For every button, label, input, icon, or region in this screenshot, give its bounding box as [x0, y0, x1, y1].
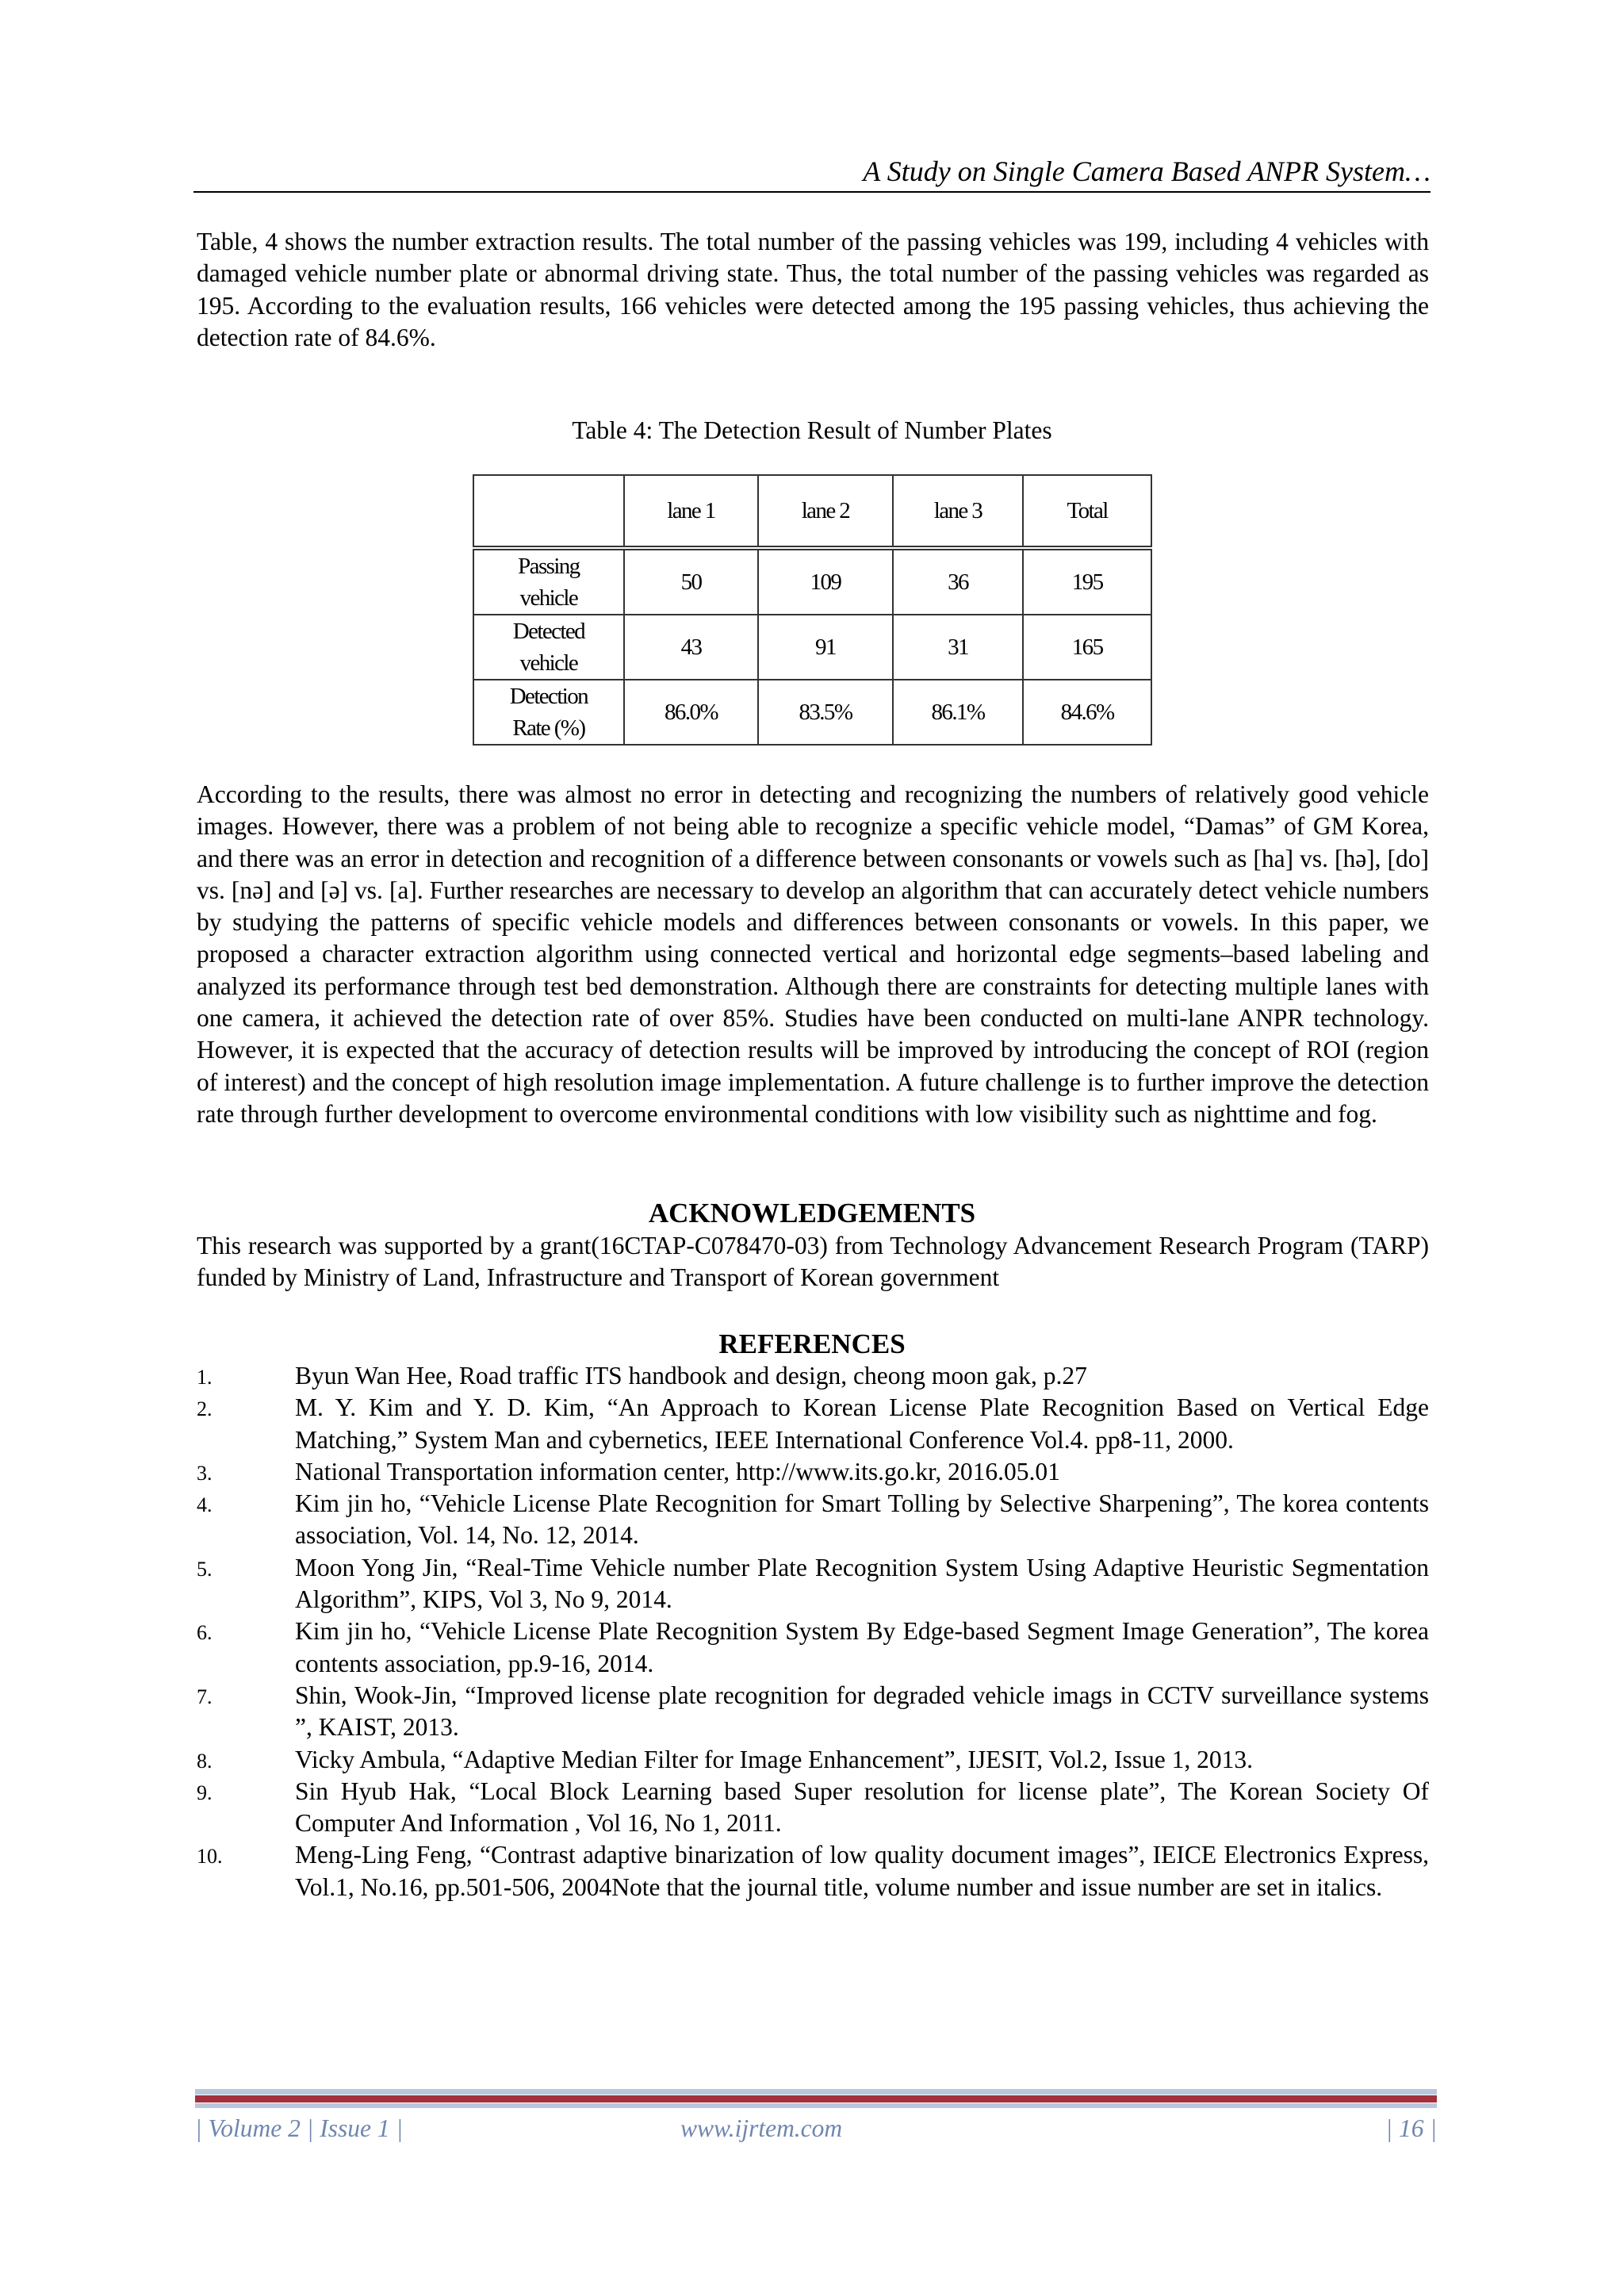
reference-text: Vicky Ambula, “Adaptive Median Filter for Image Enhancement”, IJESIT, Vol.2, Issue 1, 2013. — [295, 1745, 1253, 1773]
paragraph-intro: Table, 4 shows the number extraction results. The total number of the passing vehicles was 199, including 4 vehicles with damaged vehicle number plate or abnormal driving state. Thus, the total number of the passing vehicles was regarded as 195. According to the evaluation results, 166 vehicles were detected among the 195 passing vehicles, thus achieving the detection rate of 84.6%. — [197, 228, 1429, 351]
table-corner-cell — [473, 475, 624, 548]
table-header-cell: Total — [1023, 475, 1151, 548]
reference-text: Kim jin ho, “Vehicle License Plate Recognition System By Edge-based Segment Image Generation”, The korea contents association, pp.9-16, 2014. — [295, 1617, 1429, 1677]
table-cell: 91 — [758, 615, 892, 680]
reference-text: Sin Hyub Hak, “Local Block Learning based Super resolution for license plate”, The Korean Society Of Computer And Information , Vol 16, No 1, 2011. — [295, 1777, 1429, 1838]
table-cell: 84.6% — [1023, 680, 1151, 745]
table-header-cell: lane 2 — [758, 475, 892, 548]
reference-number: 3. — [197, 1461, 213, 1485]
reference-number: 9. — [197, 1780, 213, 1804]
acknowledgements-heading: ACKNOWLEDGEMENTS — [648, 1198, 976, 1228]
table-cell: 83.5% — [758, 680, 892, 745]
reference-item — [197, 1744, 1429, 1776]
table-row-label: Passing vehicle — [473, 548, 624, 615]
footer-website-link[interactable]: www.ijrtem.com — [680, 2114, 843, 2142]
references-heading: REFERENCES — [718, 1328, 906, 1359]
reference-number: 1. — [197, 1366, 213, 1389]
header-rule — [193, 191, 1431, 193]
reference-item — [197, 1552, 1429, 1616]
reference-text: Byun Wan Hee, Road traffic ITS handbook and design, cheong moon gak, p.27 — [295, 1362, 1087, 1389]
reference-item — [197, 1456, 1429, 1488]
table-cell: 109 — [758, 548, 892, 615]
page-footer — [195, 2111, 1437, 2146]
reference-text: Shin, Wook-Jin, “Improved license plate recognition for degraded vehicle imags in CCTV surveillance systems ”, KAIST, 2013. — [295, 1681, 1429, 1742]
table-cell: 36 — [893, 548, 1024, 615]
table-cell: 195 — [1023, 548, 1151, 615]
reference-number: 6. — [197, 1621, 213, 1645]
reference-text: M. Y. Kim and Y. D. Kim, “An Approach to Korean License Plate Recognition Based on Vertical Edge Matching,” System Man and cybernetics, IEEE International Conference Vol.4. pp8-11, 2000. — [295, 1393, 1429, 1454]
table-row-label: Detection Rate (%) — [473, 680, 624, 745]
reference-text: Meng-Ling Feng, “Contrast adaptive binarization of low quality document images”, IEICE Electronics Express, Vol.1, No.16, pp.501-506, 2004Note that the journal title, volume number and issue number are set in italics. — [295, 1841, 1429, 1901]
table-caption: Table 4: The Detection Result of Number Plates — [572, 416, 1052, 444]
footer-rule — [195, 2089, 1437, 2095]
table-header-cell: lane 3 — [893, 475, 1024, 548]
footer-rule — [195, 2103, 1437, 2108]
reference-item — [197, 1392, 1429, 1456]
reference-text: Moon Yong Jin, “Real-Time Vehicle number Plate Recognition System Using Adaptive Heuristic Segmentation Algorithm”, KIPS, Vol 3, No 9, 2014. — [295, 1553, 1429, 1614]
reference-text: Kim jin ho, “Vehicle License Plate Recognition for Smart Tolling by Selective Sharpening”, The korea contents association, Vol. 14, No. 12, 2014. — [295, 1489, 1429, 1550]
table-cell: 31 — [893, 615, 1024, 680]
running-header: A Study on Single Camera Based ANPR System… — [863, 155, 1431, 187]
table-row-label: Detected vehicle — [473, 615, 624, 680]
paragraph-results: According to the results, there was almost no error in detecting and recognizing the numbers of relatively good vehicle images. However, there was a problem of not being able to recognize a specific vehicle model, “Damas” of GM Korea, and there was an error in detection and recognition of a difference between consonants or vowels such as [ha] vs. [hə], [do] vs. [nə] and [ə] vs. [a]. Further researches are necessary to develop an algorithm that can accurately detect vehicle numbers by studying the patterns of specific vehicle models and differences between consonants or vowels. In this paper, we proposed a character extraction algorithm using connected vertical and horizontal edge segments–based labeling and analyzed its performance through test bed demonstration. Although there are constraints for detecting multiple lanes with one camera, it achieved the detection rate of over 85%. Studies have been conducted on multi-lane ANPR technology. However, it is expected that the accuracy of detection results will be improved by introducing the concept of ROI (region of interest) and the concept of high resolution image implementation. A future challenge is to further improve the detection rate through further development to overcome environmental conditions with low visibility such as nighttime and fog. — [197, 780, 1429, 1128]
reference-number: 2. — [197, 1397, 213, 1421]
table-cell: 43 — [624, 615, 758, 680]
reference-item — [197, 1680, 1429, 1744]
table-header-row — [473, 475, 1151, 548]
table-cell: 86.1% — [893, 680, 1024, 745]
table-cell: 86.0% — [624, 680, 758, 745]
reference-list — [197, 1360, 1429, 1903]
paragraph-acknowledgement: This research was supported by a grant(16CTAP-C078470-03) from Technology Advancement Research Program (TARP) funded by Ministry of Land, Infrastructure and Transport of Korean government — [197, 1232, 1429, 1292]
reference-number: 8. — [197, 1749, 213, 1773]
reference-text: National Transportation information center, http://www.its.go.kr, 2016.05.01 — [295, 1457, 1060, 1485]
reference-number: 10. — [197, 1845, 223, 1869]
reference-item — [197, 1839, 1429, 1903]
table-cell: 165 — [1023, 615, 1151, 680]
table-row — [473, 615, 1151, 680]
reference-number: 7. — [197, 1685, 213, 1708]
footer-volume-issue: | Volume 2 | Issue 1 | — [195, 2114, 404, 2142]
reference-number: 5. — [197, 1557, 213, 1581]
reference-item — [197, 1776, 1429, 1840]
table-header-cell: lane 1 — [624, 475, 758, 548]
reference-number: 4. — [197, 1493, 213, 1517]
reference-item — [197, 1488, 1429, 1552]
reference-item — [197, 1616, 1429, 1680]
footer-page-number: | 16 | — [1385, 2114, 1437, 2142]
footer-rule-accent — [195, 2095, 1437, 2102]
table-row — [473, 680, 1151, 745]
reference-item — [197, 1360, 1429, 1392]
table-row — [473, 548, 1151, 615]
detection-results-table — [473, 474, 1152, 746]
table-cell: 50 — [624, 548, 758, 615]
